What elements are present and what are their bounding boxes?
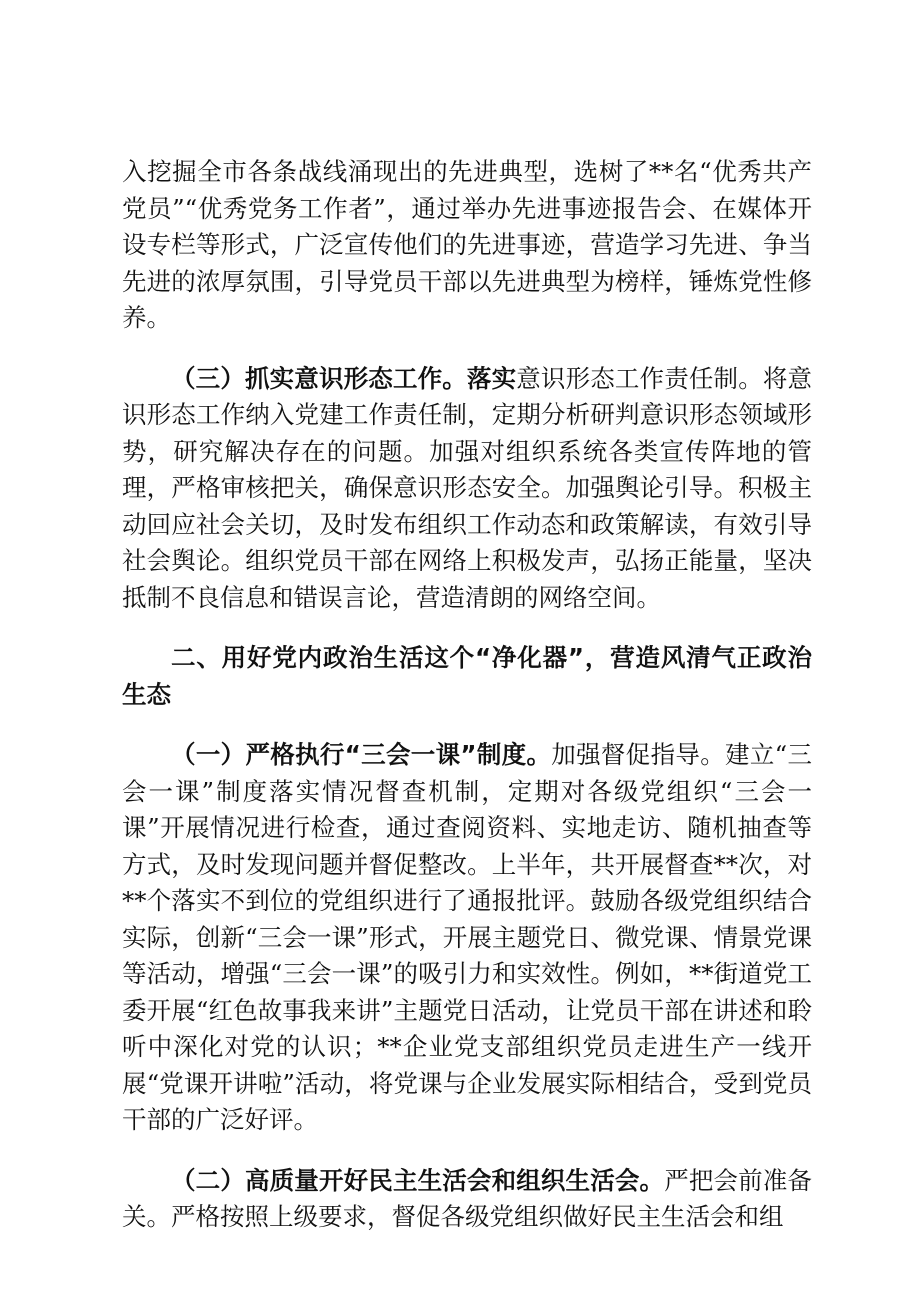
paragraph-lead-in: （三）抓实意识形态工作。落实 bbox=[171, 363, 517, 393]
section-heading-two bbox=[122, 640, 812, 713]
paragraph-gap bbox=[122, 713, 812, 737]
paragraph-text: 入挖掘全市各条战线涌现出的先进典型，选树了**名“优秀共产党员”“优秀党务工作者”，通过举办先进事迹报告会、在媒体开设专栏等形式，广泛宣传他们的先进事迹，营造学习先进、争当先进的浓厚氛围，引导党员干部以先进典型为榜样，锤炼党性修养。 bbox=[122, 157, 812, 332]
paragraph-three-meetings bbox=[122, 737, 812, 1139]
paragraph-gap bbox=[122, 616, 812, 640]
paragraph-text: 严把会前准备关。严格按照上级要求，督促各级党组织做好民主生活会和组 bbox=[122, 1165, 813, 1231]
paragraph-gap bbox=[122, 1139, 812, 1163]
document-body bbox=[122, 154, 812, 1236]
section-heading-text: 二、用好党内政治生活这个“净化器”，营造风清气正政治生态 bbox=[122, 643, 812, 709]
paragraph-advanced-models bbox=[122, 154, 812, 337]
paragraph-democratic-life bbox=[122, 1163, 812, 1236]
paragraph-ideology-work bbox=[122, 361, 812, 617]
paragraph-lead-in: （二）高质量开好民主生活会和组织生活会。 bbox=[171, 1165, 665, 1195]
paragraph-text: 加强督促指导。建立“三会一课”制度落实情况督查机制，定期对各级党组织“三会一课”开展情况进行检查，通过查阅资料、实地走访、随机抽查等方式，及时发现问题并督促整改。上半年，共开展督查**次，对**个落实不到位的党组织进行了通报批评。鼓励各级党组织结合实际，创新“三会一课”形式，开展主题党日、微党课、情景党课等活动，增强“三会一课”的吸引力和实效性。例如，**街道党工委开展“红色故事我来讲”主题党日活动，让党员干部在讲述和聆听中深化对党的认识；**企业党支部组织党员走进生产一线开展“党课开讲啦”活动，将党课与企业发展实际相结合，受到党员干部的广泛好评。 bbox=[122, 740, 813, 1134]
paragraph-gap bbox=[122, 337, 812, 361]
paragraph-lead-in: （一）严格执行“三会一课”制度。 bbox=[171, 740, 552, 769]
paragraph-text: 意识形态工作责任制。将意识形态工作纳入党建工作责任制，定期分析研判意识形态领域形势，研究解决存在的问题。加强对组织系统各类宣传阵地的管理，严格审核把关，确保意识形态安全。加强舆论引导。积极主动回应社会关切，及时发布组织工作动态和政策解读，有效引导社会舆论。组织党员干部在网络上积极发声，弘扬正能量，坚决抵制不良信息和错误言论，营造清朗的网络空间。 bbox=[122, 363, 813, 612]
